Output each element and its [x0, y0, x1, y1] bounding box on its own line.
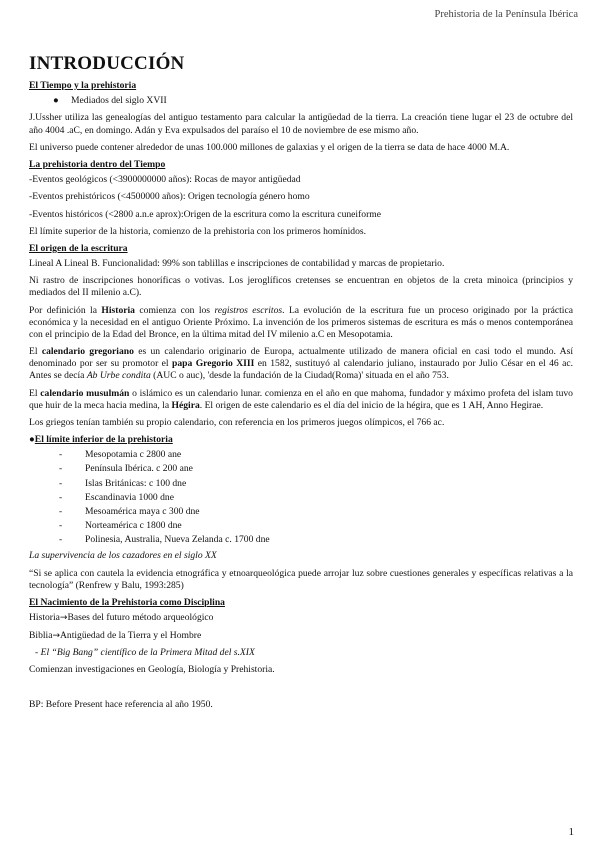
paragraph-ussher: J.Ussher utiliza las genealogías del antiguo testamento para calcular la antigüedad de la tierra. La creación tiene lugar el 23 de octubre del año 4004 .aC, en domingo. Adán y Eva expulsados del paraíso el 10 de noviembre de ese mismo año. [29, 112, 573, 136]
list-item [59, 463, 573, 475]
list-item-text: Mesopotamia c 2800 ane [85, 449, 182, 461]
section-heading-tiempo: El Tiempo y la prehistoria [29, 80, 137, 92]
section-heading-prehistoria-tiempo: La prehistoria dentro del Tiempo [29, 158, 166, 170]
page-content [29, 52, 573, 717]
text-run: (AUC o auc), 'desde la fundación de la Ciudad(Roma)' situada en el año 753. [150, 370, 449, 382]
paragraph-inscripciones: Ni rastro de inscripciones honoríficas o votivas. Los jeroglíficos cretenses se encuentran en objetos de la creta minoica (principios y mediados del II milenio a.C). [29, 275, 573, 299]
limit-list [59, 449, 573, 546]
section-heading-escritura: El origen de la escritura [29, 242, 128, 254]
bold-term: Historia [101, 304, 135, 316]
text-run: . El origen de este calendario es el día del inicio de la hégira, que es 1 AH, Anno Hegirae. [199, 399, 544, 411]
list-item-text: Islas Británicas: c 100 dne [85, 477, 187, 489]
list-item-text: Norteamérica c 1800 dne [85, 520, 182, 532]
line-prehistoric: -Eventos prehistóricos (<4500000 años): Origen tecnología género homo [29, 191, 310, 203]
list-item [59, 506, 573, 518]
list-item [59, 478, 573, 490]
text-run: . La evolución de la escritura fue un proceso originado por la práctica económica y la necesidad en el antiguo Oriente Próximo. La invención de los primeros sistemas de escritura es más o menos contemporánea con el principio de la Edad del Bronce, en la última mitad del IV milenio a.C en Mesopotamia. [29, 304, 573, 340]
line-biblia [29, 630, 573, 642]
text-run: Antigüedad de la Tierra y el Hombre [60, 629, 202, 641]
bullet-icon: ● [53, 95, 59, 107]
page-number: 1 [568, 826, 574, 838]
text-run: comienza con los [134, 304, 215, 316]
dash-marker: - [59, 463, 63, 475]
bold-term: calendario gregoriano [41, 346, 134, 358]
bullet-item [29, 95, 573, 107]
italic-term: registros escritos [214, 304, 283, 316]
text-run: Bases del futuro método arqueológico [67, 612, 214, 624]
dash-marker: - [59, 491, 63, 503]
bold-term: calendario musulmán [40, 387, 130, 399]
line-historia [29, 612, 573, 624]
text-run: El [29, 387, 41, 399]
bullet-text: Mediados del siglo XVII [71, 95, 167, 107]
bold-term: Hégira [171, 399, 200, 411]
paragraph-lineal: Lineal A Lineal B. Funcionalidad: 99% son tablillas e inscripciones de contabilidad y marcas de propietario. [29, 258, 445, 270]
heading-text: El límite inferior de la prehistoria [34, 434, 173, 446]
list-item [59, 520, 573, 532]
running-header: Prehistoria de la Península Ibérica [434, 9, 578, 20]
line-historic: -Eventos históricos (<2800 a.n.e aprox):Origen de la escritura como la escritura cuneiforme [29, 208, 381, 220]
page-title: INTRODUCCIÓN [29, 53, 185, 74]
spacer [29, 681, 573, 699]
text-run: en 1582, sustituyó al calendario juliano, instaurado por Julio César en el 46 ac. Antes se decía [29, 358, 574, 382]
text-run: o islámico es un calendario lunar. comienza en el año en que mahoma, fundador y máximo profeta del islam tuvo que huir de la meca hacia medina, la [29, 387, 573, 411]
list-item-text: Mesoamérica maya c 300 dne [85, 505, 200, 517]
bold-term: papa Gregorio XIII [172, 358, 255, 370]
list-item [59, 449, 573, 461]
paragraph-griegos: Los griegos tenían también su propio calendario, con referencia en los primeros juegos olímpicos, el 766 ac. [29, 416, 445, 428]
dash-marker: - [59, 477, 63, 489]
text-run: Por definición la [29, 304, 102, 316]
line-bp: BP: Before Present hace referencia al año 1950. [29, 699, 213, 711]
paragraph-musulman [29, 388, 573, 412]
line-big-bang: - El “Big Bang” científico de la Primera Mitad del s.XIX [35, 646, 255, 658]
dash-marker: - [59, 449, 63, 461]
italic-term: Ab Urbe condita [86, 370, 151, 382]
quote-renfrew: “Si se aplica con cautela la evidencia etnográfica y etnoarqueológica puede arrojar luz sobre cuestiones generales y específicas relativas a la tecnología” (Renfrew y Balu, 1993:285) [29, 567, 573, 591]
list-item-text: Polinesia, Australia, Nueva Zelanda c. 1700 dne [85, 534, 270, 546]
text-run: Historia [29, 612, 60, 624]
list-item-text: Península Ibérica. c 200 ane [85, 463, 193, 475]
paragraph-gregoriano [29, 346, 573, 383]
paragraph-universe: El universo puede contener alrededor de unas 100.000 millones de galaxias y el origen de la tierra se data de hace 4000 M.A. [29, 141, 510, 153]
list-item [59, 534, 573, 546]
italic-subheading: La supervivencia de los cazadores en el siglo XX [29, 550, 217, 562]
bullet-icon: ● [29, 434, 35, 446]
line-geologic: -Eventos geológicos (<3900000000 años): Rocas de mayor antigüedad [29, 174, 301, 186]
arrow-right-icon: → [52, 630, 60, 641]
dash-marker: - [59, 505, 63, 517]
dash-marker: - [59, 534, 63, 546]
list-item-text: Escandinavia 1000 dne [85, 491, 174, 503]
line-limit: El límite superior de la historia, comienzo de la prehistoria con los primeros homínidos. [29, 225, 367, 237]
text-run: Biblia [29, 629, 53, 641]
list-item [59, 492, 573, 504]
text-run: El [29, 346, 42, 358]
line-investigaciones: Comienzan investigaciones en Geología, Biología y Prehistoria. [29, 664, 275, 676]
paragraph-historia [29, 305, 573, 342]
dash-marker: - [59, 520, 63, 532]
arrow-right-icon: → [59, 613, 68, 624]
section-heading-nacimiento: El Nacimiento de la Prehistoria como Disciplina [29, 596, 225, 608]
text-run: es un calendario originario de Europa, actualmente utilizado de manera oficial en casi todo el mundo. Así denominado por ser su promotor el [29, 346, 573, 370]
section-heading-limite-inferior [29, 434, 573, 446]
